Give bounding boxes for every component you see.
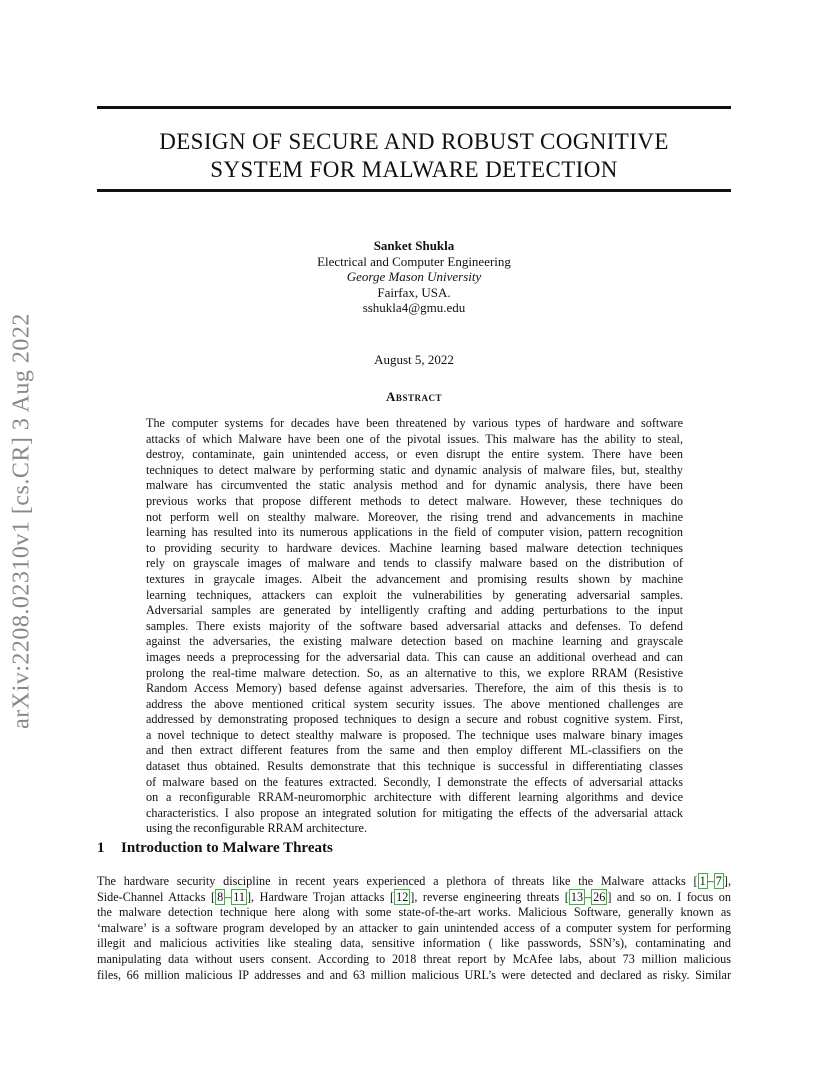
intro-line: illegit and malicious activities like stealing data, sensitive information ( like passwords, SSN’s), contaminating and [97, 936, 731, 951]
intro-line: manipulating data without users consent. According to 2018 threat report by McAfee labs, about 73 million malicious [97, 951, 731, 966]
paper-title [97, 128, 731, 184]
intro-line: ‘malware’ is a software program developed by an attacker to gain unintended access of a computer system for performing [97, 920, 731, 935]
abstract-line: malware has circumvented the static analysis method and for dynamic analysis, there have been [146, 478, 683, 493]
abstract-line: prolong the real-time malware detection. So, as an alternative to this, we explore RRAM (Resistive [146, 665, 683, 680]
section-title: Introduction to Malware Threats [121, 840, 333, 856]
abstract-line: attacks of which Malware have been one of the pivotal issues. This malware has the ability to steal, [146, 431, 683, 446]
citation-link[interactable]: 12 [396, 889, 409, 904]
abstract-line: using the reconfigurable RRAM architecture. [146, 821, 367, 836]
title-rule-top [97, 106, 731, 109]
abstract-line: dataset thus obtained. Results demonstrate that this technique is successful in differentiating classes [146, 759, 683, 774]
abstract-line: on a reconfigurable RRAM-neuromorphic architecture with different learning algorithms and device [146, 790, 683, 805]
citation-link[interactable]: 11 [233, 889, 245, 904]
abstract-line: a novel technique to detect stealthy malware is proposed. The technique uses malware binary images [146, 727, 683, 742]
abstract-line: previous works that propose different methods to detect malware. However, these techniques do [146, 493, 683, 508]
abstract-line: textures in graycale images. Albeit the advancement and promising results shown by machine [146, 571, 683, 586]
intro-text: The hardware security discipline in recent years experienced a plethora of threats like the Malware attacks [ [97, 874, 698, 888]
section-heading [97, 840, 333, 857]
citation-link[interactable]: 7 [715, 874, 722, 888]
author-location: Fairfax, USA. [377, 284, 451, 300]
abstract-line: and then extract different features from the same and then employ different ML-classifiers on the [146, 743, 683, 758]
title-rule-bottom [97, 189, 731, 192]
abstract-line: destroy, contaminate, gain unintended access, or even disrupt the entire system. There have been [146, 447, 683, 462]
author-department: Electrical and Computer Engineering [317, 253, 511, 269]
intro-text: ] and so on. I focus on [607, 889, 731, 904]
abstract-line: The computer systems for decades have been threatened by various types of hardware and software [146, 416, 683, 430]
author-email[interactable]: sshukla4@gmu.edu [362, 300, 466, 315]
author-name: Sanket Shukla [373, 238, 455, 253]
citation-link[interactable]: 13 [570, 889, 584, 904]
abstract-line: addressed by demonstrating proposed techniques to design a secure and robust cognitive system. First, [146, 712, 683, 727]
intro-line: files, 66 million malicious IP addresses and and 63 million malicious URL’s were detected and declared as risky. Similar [97, 967, 731, 982]
intro-line [97, 874, 731, 890]
abstract-body [146, 416, 683, 837]
abstract-line: Adversarial samples are generated by intelligently crafting and adding perturbations to the input [146, 603, 683, 618]
intro-line: the malware detection technique here along with some state-of-the-art works. Malicious Software, generally known as [97, 905, 731, 920]
section-number: 1 [97, 840, 105, 856]
arxiv-identifier: arXiv:2208.02310v1 [cs.CR] 3 Aug 2022 [8, 313, 35, 729]
abstract-line: Random Access Memory) based defense against adversaries. Therefore, the aim of this thesis is to [146, 681, 683, 696]
abstract-line: rely on grayscale images of malware and tends to classify malware based on the distribution of [146, 556, 683, 571]
abstract-line: against the adversaries, the existing malware detection based on machine learning and grayscale [146, 634, 683, 649]
author-block [214, 238, 614, 316]
abstract-line: not perform well on stealthy malware. Moreover, the rising trend and advancements in machine [146, 509, 683, 524]
abstract-line: techniques to detect malware by performing static and dynamic analysis of malware files, but, stealthy [146, 462, 683, 477]
intro-text: – [585, 889, 592, 904]
abstract-line: learning techniques, attackers can exploit the vulnerabilities by generating adversarial samples. [146, 587, 683, 602]
paper-date: August 5, 2022 [374, 352, 454, 367]
intro-text: ], Hardware Trojan attacks [ [247, 889, 395, 904]
intro-paragraph [97, 874, 731, 983]
abstract-line: to providing security to hardware devices. Machine learning based malware detection techniques [146, 540, 683, 555]
intro-text: ], [723, 874, 731, 888]
intro-line [97, 890, 731, 906]
abstract-line: learning has resulted into its numerous applications in the field of computer vision, pattern recognition [146, 525, 683, 540]
abstract-line: images needs a preprocessing for the adversarial data. This can cause an additional overhead and can [146, 649, 683, 664]
citation-link[interactable]: 1 [699, 874, 706, 888]
citation-link[interactable]: 8 [217, 889, 224, 904]
paper-title-line-1: DESIGN OF SECURE AND ROBUST COGNITIVE [159, 129, 669, 154]
abstract-heading: Abstract [386, 389, 442, 404]
intro-text: ], reverse engineering threats [ [410, 889, 569, 904]
intro-text: – [225, 889, 232, 904]
abstract-line: address the above mentioned critical system security issues. The above mentioned challenges are [146, 696, 683, 711]
intro-text: Side-Channel Attacks [ [97, 889, 216, 904]
paper-title-line-2: SYSTEM FOR MALWARE DETECTION [210, 157, 618, 182]
abstract-line: characteristics. I also propose an integrated solution for mitigating the effects of the adversarial attack [146, 805, 683, 820]
abstract-line: of malware based on the features extracted. Secondly, I demonstrate the effects of adversarial attacks [146, 774, 683, 789]
intro-text: – [707, 874, 714, 888]
abstract-line: samples. There exists majority of the software based adversarial attacks and defenses. To defend [146, 618, 683, 633]
author-university: George Mason University [346, 269, 482, 284]
citation-link[interactable]: 26 [593, 889, 606, 904]
